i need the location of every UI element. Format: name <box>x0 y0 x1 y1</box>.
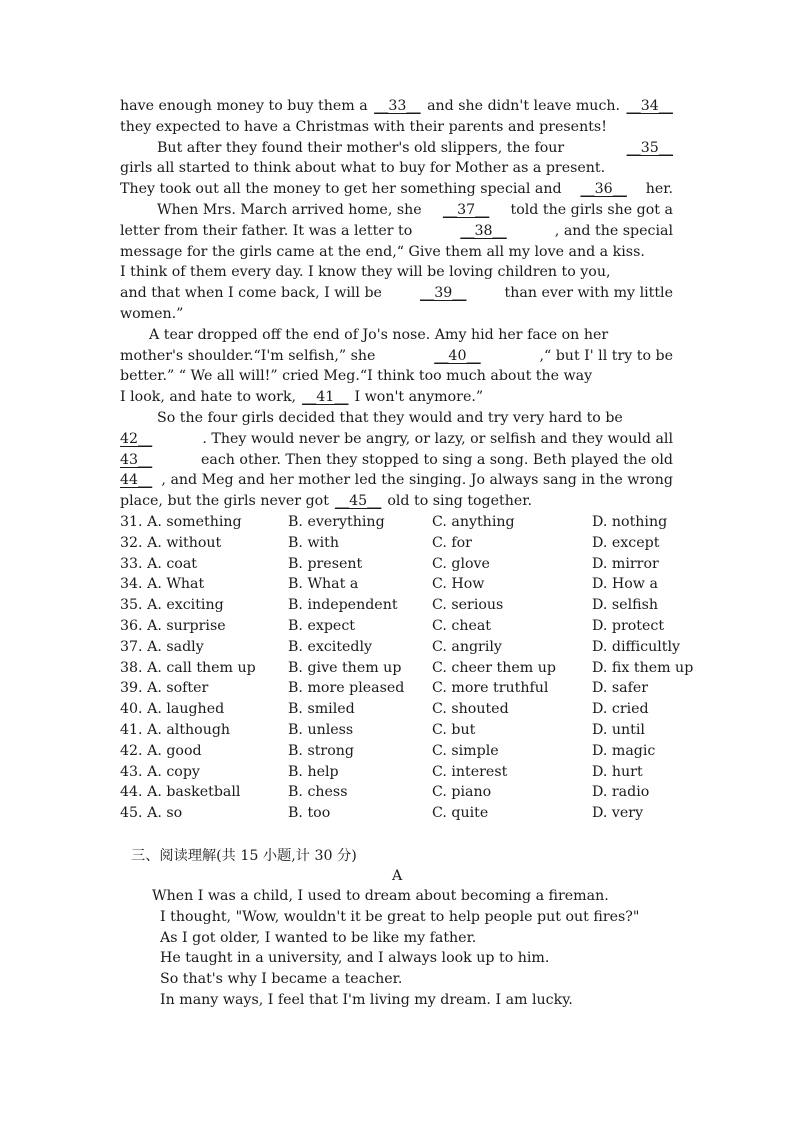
question-32-options: 32. A. without B. with C. for D. except <box>120 534 660 551</box>
question-41-options: 41. A. although B. unless C. but D. until <box>120 721 645 738</box>
question-37-options: 37. A. sadly B. excitedly C. angrily D. difficultly <box>120 638 680 655</box>
blank-34: __34__ <box>626 98 673 114</box>
passage-line: 43__ each other. Then they stopped to sing a song. Beth played the old <box>120 450 673 471</box>
question-31-options: 31. A. something B. everything C. anything D. nothing <box>120 514 668 530</box>
passage-line: 44__ , and Meg and her mother led the singing. Jo always sang in the wrong <box>120 470 673 491</box>
passage-line: letter from their father. It was a letter to __38__ , and the special <box>120 221 673 242</box>
passage-line: A tear dropped off the end of Jo's nose. Amy hid her face on her <box>149 326 609 343</box>
blank-38: __38__ <box>460 222 507 239</box>
question-38-options: 38. A. call them up B. give them up C. cheer them up D. fix them up <box>120 659 694 676</box>
reading-line: In many ways, I feel that I'm living my dream. I am lucky. <box>160 991 573 1008</box>
passage-line: They took out all the money to get her something special and __36__ her. <box>120 179 673 200</box>
blank-45: __45__ <box>334 493 382 510</box>
blank-39: __39__ <box>420 285 467 302</box>
question-33-options: 33. A. coat B. present C. glove D. mirror <box>120 555 659 572</box>
section-letter: A <box>392 868 403 884</box>
question-43-options: 43. A. copy B. help C. interest D. hurt <box>120 763 643 780</box>
question-39-options: 39. A. softer B. more pleased C. more truthful D. safer <box>120 680 649 697</box>
question-40-options: 40. A. laughed B. smiled C. shouted D. cried <box>120 701 649 718</box>
passage-line: girls all started to think about what to buy for Mother as a present. <box>120 160 606 177</box>
section-title: 三、阅读理解(共 15 小题,计 30 分) <box>131 848 357 864</box>
passage-line: place, but the girls never got __45__ old to sing together. <box>120 491 673 512</box>
reading-passage <box>152 886 639 1011</box>
question-36-options: 36. A. surprise B. expect C. cheat D. protect <box>120 617 665 634</box>
passage-line: have enough money to buy them a __33__ and she didn't leave much. __34__ <box>120 96 673 117</box>
blank-42: 42__ <box>120 430 153 447</box>
blank-37: __37__ <box>442 201 490 218</box>
passage-line: I think of them every day. I know they will be loving children to you, <box>120 264 611 281</box>
question-44-options: 44. A. basketball B. chess C. piano D. radio <box>120 784 650 801</box>
blank-43: 43__ <box>120 451 153 468</box>
question-45-options: 45. A. so B. too C. quite D. very <box>120 805 644 822</box>
reading-line: So that's why I became a teacher. <box>160 971 403 988</box>
question-42-options: 42. A. good B. strong C. simple D. magic <box>120 742 656 759</box>
passage-line: women.” <box>120 305 184 322</box>
blank-40: __40__ <box>434 347 481 364</box>
reading-line: He taught in a university, and I always look up to him. <box>160 950 550 967</box>
passage-line: message for the girls came at the end,“ Give them all my love and a kiss. <box>120 243 645 260</box>
blank-44: 44__ <box>120 472 153 489</box>
reading-line: When I was a child, I used to dream about becoming a fireman. <box>152 888 609 904</box>
blank-36: __36__ <box>580 181 627 198</box>
passage-line: But after they found their mother's old slippers, the four __35__ <box>120 138 673 159</box>
question-35-options: 35. A. exciting B. independent C. serious D. selfish <box>120 597 658 614</box>
blank-33: __33__ <box>374 98 421 114</box>
cloze-passage <box>120 96 673 512</box>
passage-line: better.” “ We all will!” cried Meg.“I think too much about the way <box>120 368 593 385</box>
passage-line: and that when I come back, I will be __39__ than ever with my little <box>120 283 673 304</box>
passage-line: When Mrs. March arrived home, she __37__ told the girls she got a <box>120 200 673 221</box>
blank-35: __35__ <box>626 139 673 156</box>
passage-line: 42__ . They would never be angry, or lazy, or selfish and they would all <box>120 429 673 450</box>
blank-41: __41__ <box>302 389 349 406</box>
reading-line: I thought, "Wow, wouldn't it be great to help people put out fires?" <box>160 908 640 925</box>
passage-line: So the four girls decided that they would and try very hard to be <box>157 409 623 426</box>
answer-options <box>120 512 694 824</box>
passage-line: I look, and hate to work, __41__ I won't anymore.” <box>120 387 673 408</box>
passage-line: they expected to have a Christmas with their parents and presents! <box>120 118 607 135</box>
passage-line: mother's shoulder.“I'm selfish,” she __40__ ,“ but I' ll try to be <box>120 346 673 367</box>
reading-line: As I got older, I wanted to be like my father. <box>160 929 477 946</box>
question-34-options: 34. A. What B. What a C. How D. How a <box>120 576 658 593</box>
